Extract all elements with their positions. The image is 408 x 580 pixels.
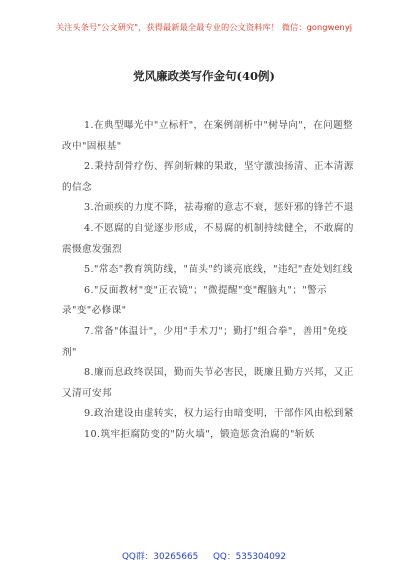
document-title: 党风廉政类写作金句(40例) bbox=[133, 69, 275, 83]
qq-number: QQ：535304092 bbox=[212, 552, 287, 562]
list-item: 5."常态"教育筑防线，"苗头"约谈亮底线，"违纪"查处划红线 bbox=[84, 264, 353, 276]
list-item: 9.政治建设由虚转实，权力运行由暗变明，干部作风由松到紧 bbox=[84, 408, 354, 420]
list-item: 2.秉持刮骨疗伤、挥剑斩棘的果敢，坚守激浊扬清、正本清源的信念 bbox=[62, 161, 354, 193]
promo-header: 关注头条号"公文研究"，获得最新最全最专业的公文资料库！ 微信：gongwenyj bbox=[55, 22, 353, 32]
qq-group-number: QQ群：30265665 bbox=[121, 552, 199, 562]
list-item: 8.廉而息政终误国，勤而失节必害民，既廉且勤方兴邦，又正又清可安邦 bbox=[62, 367, 354, 399]
phrase-list bbox=[62, 116, 362, 446]
list-item: 7.常备"体温计"，少用"手术刀"；勤打"组合拳"，善用"免疫剂" bbox=[62, 325, 348, 358]
list-item: 1.在典型曝光中"立标杆"，在案例剖析中"树导向"，在问题整改中"固根基" bbox=[62, 120, 354, 152]
list-item: 4.不愿腐的自觉逐步形成，不易腐的机制持续健全，不敢腐的震慑愈发强烈 bbox=[62, 222, 354, 255]
contact-footer bbox=[0, 549, 408, 562]
list-item: 3.治顽疾的力度不降，祛毒瘤的意志不衰，惩奸邪的锋芒不退 bbox=[84, 202, 354, 214]
list-item: 10.筑牢拒腐防变的"防火墙"，锻造惩贪治腐的"斩妖 bbox=[84, 428, 315, 440]
list-item: 6."反面教材"变"正衣镜"；"微提醒"变"醒脑丸"；"警示录"变"必修课" bbox=[62, 284, 328, 317]
